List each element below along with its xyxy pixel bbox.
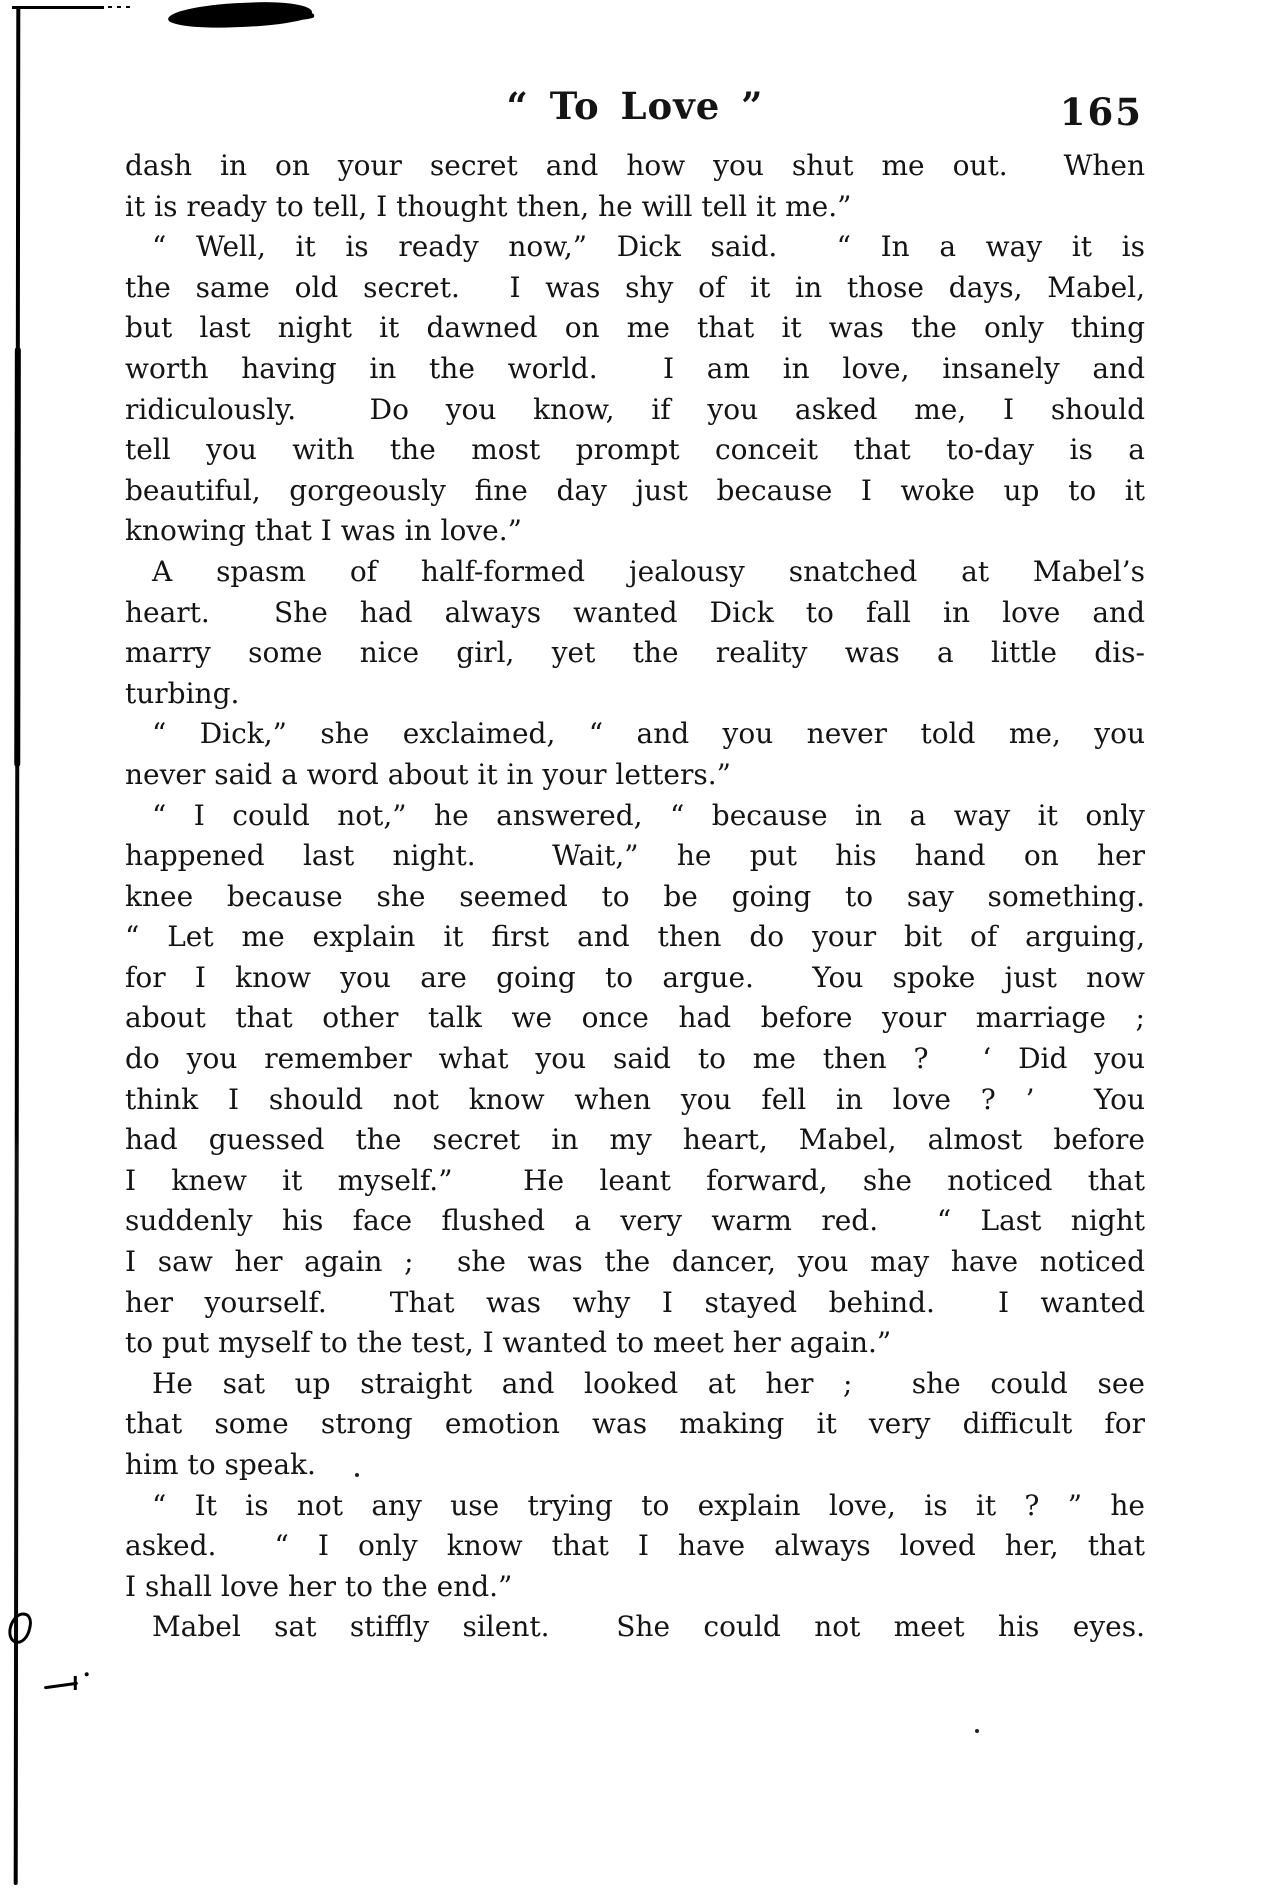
text-line: do you remember what you said to me then ? ‘ Did you — [125, 1042, 1145, 1076]
page-number: 165 — [1059, 90, 1143, 134]
text-line: for I know you are going to argue. You spoke just now — [125, 960, 1145, 994]
text-line: it is ready to tell, I thought then, he will tell it me.” — [125, 189, 852, 223]
text-line: “ Well, it is ready now,” Dick said. “ In a way it is — [152, 230, 1145, 264]
text-line: marry some nice girl, yet the reality was a little dis- — [125, 636, 1145, 670]
text-line: I saw her again ; she was the dancer, you may have noticed — [125, 1245, 1145, 1279]
text-line: “ Dick,” she exclaimed, “ and you never told me, you — [152, 717, 1145, 751]
scan-top-corner-line — [12, 6, 104, 9]
text-line: happened last night. Wait,” he put his hand on her — [125, 839, 1145, 873]
text-line: suddenly his face flushed a very warm red. “ Last night — [125, 1204, 1145, 1238]
text-line: ridiculously. Do you know, if you asked me, I should — [125, 392, 1145, 426]
text-line: knowing that I was in love.” — [125, 514, 522, 548]
text-line: him to speak. — [125, 1448, 316, 1481]
text-line: “ It is not any use trying to explain love, is it ? ” he — [152, 1488, 1145, 1522]
body-text — [125, 146, 1145, 1648]
text-line: knee because she seemed to be going to say something. — [125, 879, 1145, 913]
text-line: had guessed the secret in my heart, Mabel, almost before — [125, 1123, 1145, 1157]
stray-pen-mark — [44, 1682, 78, 1690]
text-line: Mabel sat stiffly silent. She could not meet his eyes. — [152, 1610, 1145, 1644]
page-header — [125, 84, 1145, 136]
text-line: her yourself. That was why I stayed behind. I wanted — [125, 1285, 1145, 1319]
ink-smudge — [168, 0, 313, 30]
text-line: I knew it myself.” He leant forward, she noticed that — [125, 1163, 1145, 1197]
text-line: the same old secret. I was shy of it in those days, Mabel, — [125, 270, 1145, 304]
scan-left-edge-line — [14, 7, 21, 1885]
text-line: that some strong emotion was making it very difficult for — [125, 1407, 1145, 1441]
text-line: heart. She had always wanted Dick to fall in love and — [125, 595, 1145, 629]
text-line: beautiful, gorgeously fine day just because I woke up to it — [125, 473, 1145, 507]
text-line: asked. “ I only know that I have always loved her, that — [125, 1529, 1145, 1563]
text-line: “ I could not,” he answered, “ because in a way it only — [152, 798, 1145, 832]
text-line: tell you with the most prompt conceit that to-day is a — [125, 433, 1145, 467]
text-line: turbing. — [125, 676, 240, 710]
text-line: about that other talk we once had before your marriage ; — [125, 1001, 1145, 1035]
text-line: think I should not know when you fell in love ? ’ You — [125, 1082, 1145, 1116]
ink-speck — [975, 1729, 979, 1733]
running-title: “ To Love ” — [506, 84, 764, 128]
text-line: but last night it dawned on me that it was the only thing — [125, 311, 1145, 345]
text-line: “ Let me explain it first and then do your bit of arguing, — [125, 920, 1145, 954]
text-line: dash in on your secret and how you shut me out. When — [125, 149, 1145, 182]
text-line: never said a word about it in your letters.” — [125, 757, 731, 791]
text-line: I shall love her to the end.” — [125, 1569, 513, 1603]
text-line: to put myself to the test, I wanted to meet her again.” — [125, 1326, 892, 1360]
ink-squiggle-mark — [6, 1610, 34, 1646]
text-line: A spasm of half-formed jealousy snatched at Mabel’s — [152, 554, 1145, 588]
text-line: worth having in the world. I am in love, insanely and — [125, 351, 1145, 385]
text-line: He sat up straight and looked at her ; she could see — [152, 1366, 1145, 1400]
